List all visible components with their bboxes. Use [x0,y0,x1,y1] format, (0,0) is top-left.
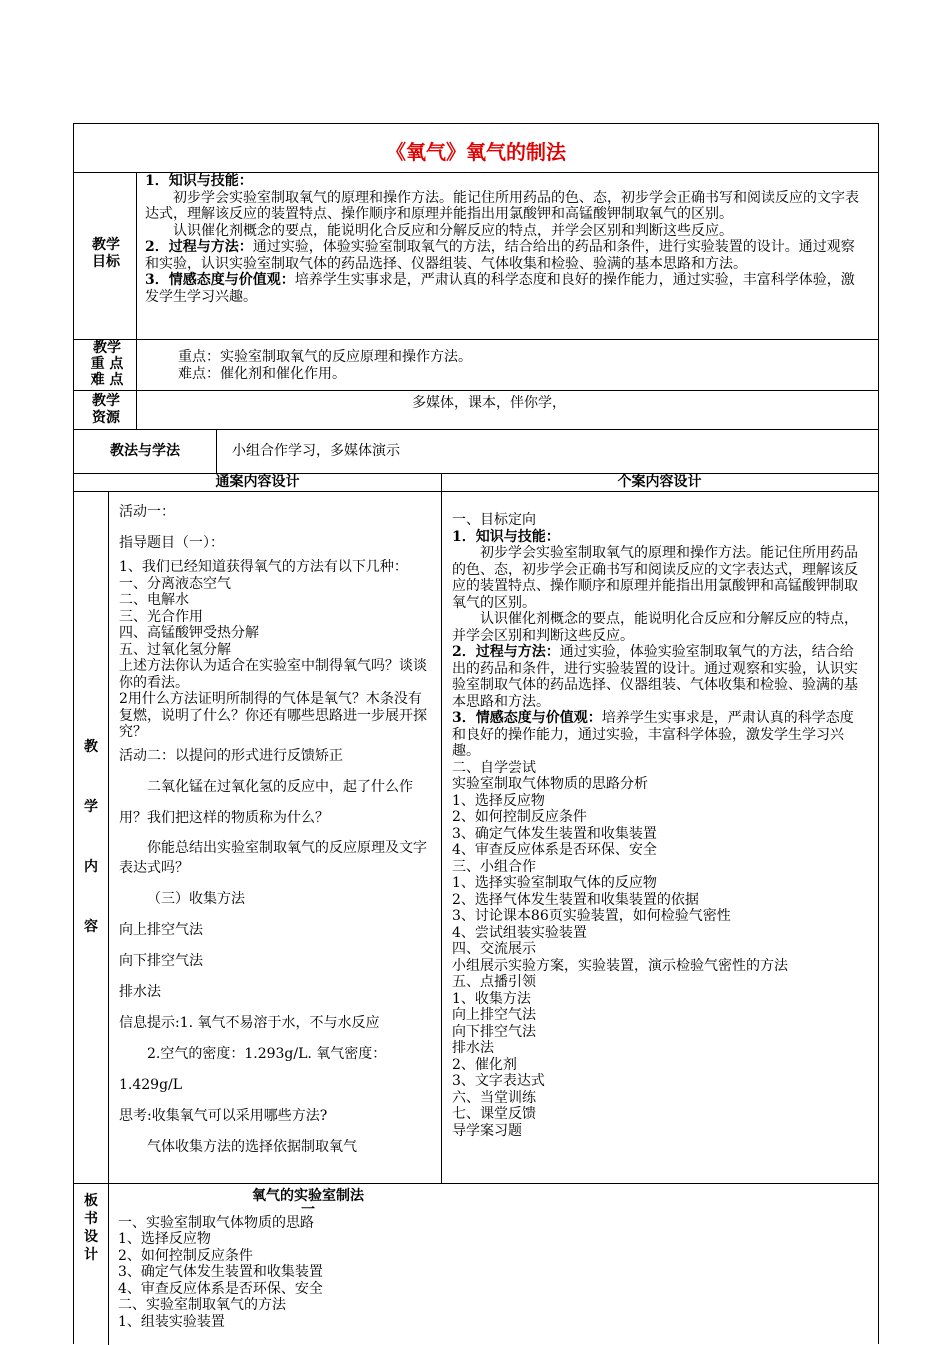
left-line: 气体收集方法的选择依据制取氧气 [147,1138,357,1155]
right-line: 1、选择实验室制取气体的反应物 [452,875,657,891]
board-label-1: 板 [84,1193,98,1209]
left-line: 一、分离液态空气 [119,575,231,592]
lesson-plan-table [73,123,879,1344]
right-line: 六、当堂训练 [452,1089,536,1106]
title-row [74,124,878,173]
right-catalyst-text: 认识催化剂概念的要点，能说明化合反应和分解反应的特点，并学会区别和判断这些反应。 [452,611,858,644]
right-line: 实验室制取气体物质的思路分析 [452,776,648,792]
right-section: 一、目标定向 [452,512,536,528]
right-line: 2、催化剂 [452,1056,517,1073]
goals-process-head: 2．过程与方法： [145,239,253,255]
right-line: 2、选择气体发生装置和收集装置的依据 [452,891,699,908]
right-line: 向上排空气法 [452,1007,536,1023]
keypoints-label-1: 教学 [93,340,121,356]
content-label-4: 容 [84,919,98,935]
board-line: 4、审查反应体系是否环保、安全 [118,1280,323,1297]
right-line: 三、小组合作 [452,858,536,875]
right-line: 1、选择反应物 [452,792,545,809]
content-label-3: 内 [84,859,98,875]
methods-text: 小组合作学习，多媒体演示 [232,443,400,459]
left-line: 四、高锰酸钾受热分解 [119,625,259,641]
left-line: 思考:收集氧气可以采用哪些方法? [119,1107,328,1124]
resources-text: 多媒体，课本，伴你学， [412,395,566,411]
right-knowledge-head: 1．知识与技能： [452,528,560,545]
content-label-1: 教 [84,739,98,755]
keypoints-label-3: 难 点 [90,372,124,388]
board-line: 2、如何控制反应条件 [118,1247,253,1264]
board-label-2: 书 [84,1211,98,1227]
common-design-column [119,497,435,1163]
left-line: 2.空气的密度：1.293g/L. 氧气密度：1.429g/L [119,1045,387,1093]
right-process-text: 通过实验，体验实验室制取氧气的方法，结合给出的药品和条件，进行实验装置的设计。通过观察和实验，认识实验室制取气体的药品选择、仪器组装、气体收集和检验、验满的基本思路和方法。 [452,644,858,710]
left-line: 三、光合作用 [119,608,203,625]
content-label-2: 学 [84,799,98,815]
board-row: 板 书 设 计 氧气的实验室制法 一 一、实验室制取气体物质的思路 1、选择反应物 2、如何控制反应条件 3、确定气体发生装置和收集装置 4、审查反应体系是否环保、安全 二、实验室制取氧气的方法 1、组装实验装置 [74,1184,878,1345]
keypoints-row [74,340,878,391]
left-line: 二、电解水 [119,592,189,608]
right-line: 导学案习题 [452,1122,522,1139]
left-line: 向上排空气法 [119,921,203,938]
left-line: 五、过氧化氢分解 [119,641,231,658]
board-title: 氧气的实验室制法 [252,1188,364,1204]
right-line: 五、点播引领 [452,974,536,990]
methods-label: 教法与学法 [110,443,180,459]
page-title: 《氧气》氧气的制法 [386,140,566,164]
individual-design-column [452,512,860,1139]
board-line: 一、实验室制取气体物质的思路 [118,1214,314,1231]
right-line: 向下排空气法 [452,1023,536,1040]
left-line: 信息提示:1. 氧气不易溶于水，不与水反应 [119,1014,380,1031]
board-line: 1、选择反应物 [118,1231,211,1247]
left-line: 上述方法你认为适合在实验室中制得氧气吗？谈谈你的看法。 [119,658,427,691]
board-line: 1、组装实验装置 [118,1313,225,1330]
common-design-header: 通案内容设计 [215,474,300,490]
right-line: 四、交流展示 [452,941,536,957]
right-line: 3、文字表达式 [452,1073,545,1089]
goals-process-text: 通过实验，体验实验室制取氧气的方法，结合给出的药品和条件，进行实验装置的设计。通过观察和实验，认识实验室制取气体的药品选择、仪器组装、气体收集和检验、验满的基本思路和方法。 [145,239,855,272]
board-line: 二、实验室制取氧气的方法 [118,1297,286,1313]
left-line: 指导题目（一）： [119,535,224,551]
left-line: 向下排空气法 [119,952,203,969]
left-line: 排水法 [119,983,161,1000]
keypoints-label-2: 重 点 [90,356,124,372]
key-point: 重点：实验室制取氧气的反应原理和操作方法。 [178,349,472,365]
right-line: 七、课堂反馈 [452,1106,536,1122]
right-attitude-text: 培养学生实事求是，严肃认真的科学态度和良好的操作能力，通过实验，丰富科学体验，激发学生学习兴趣。 [452,710,854,759]
board-line: 3、确定气体发生装置和收集装置 [118,1264,323,1280]
right-process-head: 2．过程与方法： [452,644,560,660]
right-line: 排水法 [452,1040,494,1056]
right-attitude-head: 3．情感态度与价值观： [452,710,602,726]
left-line: 二氧化锰在过氧化氢的反应中，起了什么作用？我们把这样的物质称为什么？ [119,778,413,826]
board-label-3: 设 [84,1229,98,1245]
left-line: 你能总结出实验室制取氧气的反应原理及文字表达式吗？ [119,839,427,876]
goals-catalyst-text: 认识催化剂概念的要点，能说明化合反应和分解反应的特点，并学会区别和判断这些反应。 [173,222,733,239]
resources-label: 教学资源 [92,393,120,426]
right-line: 3、确定气体发生装置和收集装置 [452,825,657,842]
difficulty-point: 难点：催化剂和催化作用。 [178,365,346,382]
left-line: 活动二：以提问的形式进行反馈矫正 [119,747,343,764]
right-line: 小组展示实验方案，实验装置，演示检验气密性的方法 [452,957,788,974]
goals-row [74,173,878,340]
goals-attitude-head: 3．情感态度与价值观： [145,272,295,288]
right-line: 1、收集方法 [452,990,531,1007]
resources-row [74,391,878,430]
right-line: 2、如何控制反应条件 [452,809,587,825]
left-line: 2用什么方法证明所制得的气体是氧气？木条没有复燃，说明了什么？你还有哪些思路进一步展开探究？ [119,691,427,740]
right-line: 4、尝试组装实验装置 [452,924,587,941]
content-row [74,492,878,1184]
board-label-4: 计 [84,1247,98,1263]
column-header-row [74,474,878,492]
left-line: （三）收集方法 [147,890,245,907]
goals-knowledge-text: 初步学会实验室制取氧气的原理和操作方法。能记住所用药品的色、态，初步学会正确书写和阅读反应的文字表达式，理解该反应的装置特点、操作顺序和原理并能指出用氯酸钾和高锰酸钾制取氧气的区别。 [145,189,859,222]
goals-label: 教学目标 [92,237,120,270]
right-line: 4、审查反应体系是否环保、安全 [452,842,657,858]
left-line: 1、我们已经知道获得氧气的方法有以下几种： [119,559,408,575]
left-line: 活动一： [119,504,175,520]
keypoints-label [84,340,130,388]
methods-row [74,430,878,474]
right-line: 二、自学尝试 [452,759,536,776]
individual-design-header: 个案内容设计 [617,474,702,490]
goals-knowledge-head: 1．知识与技能： [145,173,253,189]
right-line: 3、讨论课本86页实验装置，如何检验气密性 [452,908,731,924]
right-knowledge-text: 初步学会实验室制取氧气的原理和操作方法。能记住所用药品的色、态，初步学会正确书写和阅读反应的文字表达式，理解该反应的装置特点、操作顺序和原理并能指出用氯酸钾和高锰酸钾制取氧气的区别。 [452,545,858,611]
goals-attitude-text: 培养学生实事求是，严肃认真的科学态度和良好的操作能力，通过实验，丰富科学体验，激发学生学习兴趣。 [145,272,855,305]
